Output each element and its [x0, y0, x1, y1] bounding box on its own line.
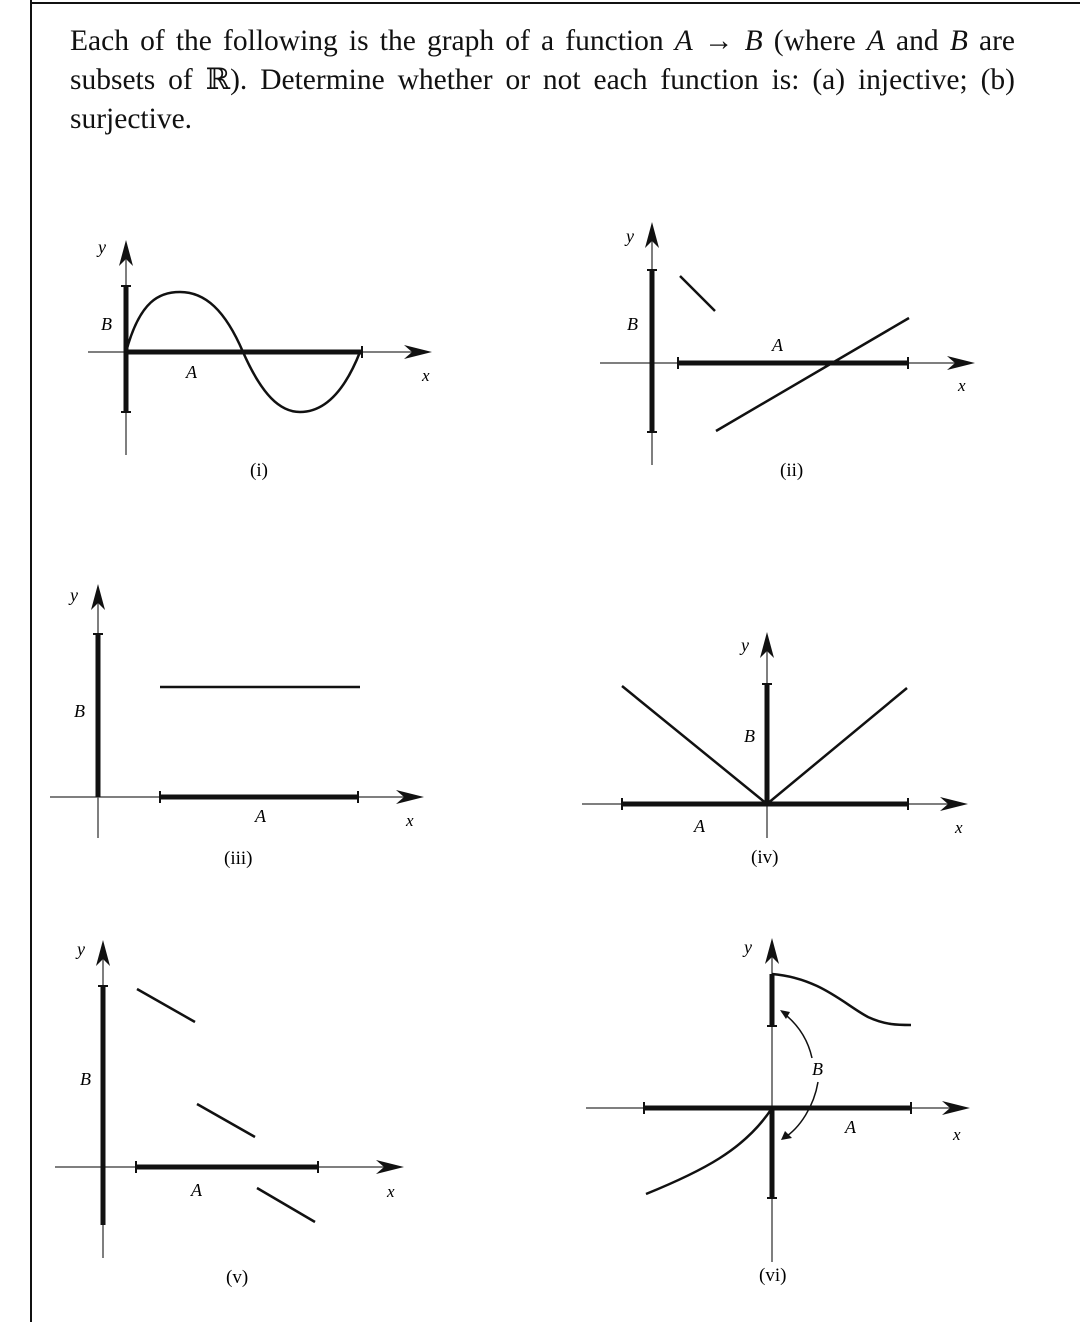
caption-iv: (iv) — [751, 847, 779, 868]
caption-iii: (iii) — [224, 848, 253, 869]
graph-i — [88, 237, 432, 481]
x-label: x — [422, 366, 430, 385]
segment-1 — [137, 989, 195, 1022]
y-label: y — [70, 585, 78, 605]
B-label: B — [744, 726, 755, 746]
caption-vi: (vi) — [759, 1265, 787, 1286]
x-label: x — [387, 1182, 395, 1201]
upper-segment — [680, 276, 715, 311]
A-label: A — [255, 806, 266, 826]
graph-iv — [582, 632, 968, 868]
A-label: A — [694, 816, 705, 836]
B-label: B — [80, 1069, 91, 1089]
caption-i: (i) — [250, 460, 268, 481]
caption-v: (v) — [226, 1267, 249, 1288]
x-label: x — [406, 811, 414, 830]
graph-vi — [586, 937, 970, 1286]
B-label: B — [627, 314, 638, 334]
graph-iii — [50, 584, 424, 869]
left-curve — [646, 1108, 772, 1194]
y-label: y — [626, 226, 634, 246]
A-label: A — [772, 335, 783, 355]
segment-3 — [257, 1188, 315, 1222]
segment-2 — [197, 1104, 255, 1137]
graph-v — [55, 939, 404, 1288]
x-label: x — [953, 1125, 961, 1144]
A-label: A — [186, 362, 197, 382]
x-label: x — [958, 376, 966, 395]
A-label: A — [191, 1180, 202, 1200]
lower-line — [716, 318, 909, 431]
y-label: y — [98, 237, 106, 257]
y-label: y — [741, 635, 749, 655]
graph-ii — [600, 222, 975, 481]
B-label: B — [101, 314, 112, 334]
caption-ii: (ii) — [780, 460, 804, 481]
problem-statement: Each of the following is the graph of a function A → B (where A and B are subsets of ℝ). Determine whether or not each function is: (a) injective; (b) surjective. — [70, 25, 1016, 135]
x-label: x — [955, 818, 963, 837]
right-curve — [772, 974, 911, 1025]
B-label: B — [812, 1059, 823, 1079]
y-label: y — [744, 937, 752, 957]
A-label: A — [845, 1117, 856, 1137]
pointer-arrow-up — [782, 1012, 812, 1058]
y-label: y — [77, 939, 85, 959]
B-label: B — [74, 701, 85, 721]
